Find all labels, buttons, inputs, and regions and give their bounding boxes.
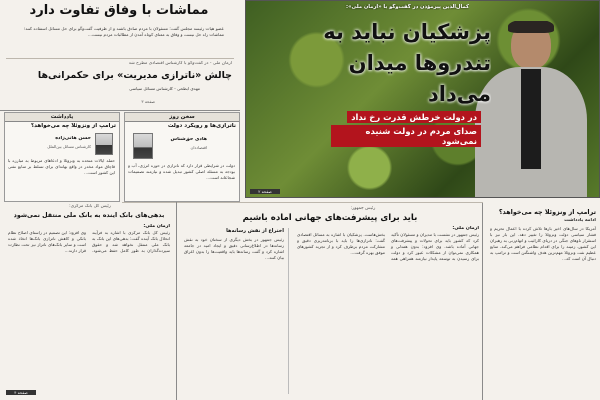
opinion-mid-title[interactable]: ناترازی‌ها و رویکرد دولت [167,123,236,129]
opinion-left-author: حسن هانی‌زاده [55,136,91,141]
opinion-box-mid [124,112,240,202]
bank-lead: آرمان ملی: [143,224,170,229]
bank-kicker: رئیس کل بانک مرکزی: [69,204,111,209]
opinion-box-left [4,112,120,202]
main-text: رئیس جمهور در نشست با مدیران و مسئولان تأکید کرد که کشور باید برای تحولات و پیشرفت‌های جهانی آماده باشد. وی افزود: بدون همدلی و همکاری نمی‌توان از مشکلات عبور کرد و دولت برای رسیدن به توسعه پایدار نیازمند همراهی همه بخش‌هاست. پزشکیان با اشاره به مسائل اقتصادی گفت: ناترازی‌ها را باید با برنامه‌ریزی دقیق و مشارکت مردم برطرف کرد و از تجربه کشورهای موفق بهره گرفت... [297,232,479,262]
page-ref-1: صفحه ۳ [141,99,155,104]
opinion-left-role: کارشناس مسائل بین‌الملل [47,144,91,149]
main-lead: آرمان ملی: [452,226,479,231]
opinion-mid-photo [133,133,153,159]
kicker-natarazi: آرمان ملی - در گفت‌وگو با کارشناس اقتصادی مطرح شد [128,61,232,66]
hero-sub-panel [331,105,481,148]
main-box-title[interactable]: اختراع از نقش رسانه‌ها [226,228,284,234]
opinion-mid-author: هادی حق‌شناس [170,137,207,142]
headline-mamashat[interactable]: مماشات با وفاق تفاوت دارد [29,3,209,18]
hero-sub-2[interactable]: صدای مردم در دولت شنیده نمی‌شود [331,125,481,147]
headline-natarazi-text: مهدی ابطحی - کارشناس مسائل سیاسی [129,86,200,91]
opinion-left-photo [95,133,113,155]
main-box-text: رئیس جمهور در بخش دیگری از سخنان خود به نقش رسانه‌ها در اطلاع‌رسانی دقیق و ایجاد امید در جامعه اشاره کرد و گفت رسانه‌ها باید واقعیت‌ها را بدون اغراق بیان کنند... [184,237,284,261]
right-col-text: آمریکا در سال‌های اخیر بارها تلاش کرده با اعمال تحریم و فشار سیاسی دولت ونزوئلا را تغییر دهد. این بار نیز با استقرار ناوهای جنگی در دریای کارائیب و اتهام‌زنی به رهبران این کشور، زمینه را برای اقدام نظامی فراهم می‌کند. منابع عظیم نفت ونزوئلا مهم‌ترین هدف واشنگتن است و ترامپ به دنبال آن است که... [490,226,596,262]
right-col-subtitle: ادامه یادداشت [564,218,596,223]
hero-sub-1[interactable]: در دولت خرطش قدرت رخ نداد [347,111,481,123]
main-kicker: رئیس جمهور: [350,206,376,211]
hero-photo[interactable] [245,0,600,198]
bank-story [4,204,174,400]
hero-page-ref: صفحه ۲ [250,189,280,194]
opinion-mid-role: اقتصاددان [190,145,207,150]
opinion-left-section: یادداشت [5,113,119,122]
opinion-left-title[interactable]: ترامپ از ونزوئلا چه می‌خواهد؟ [30,123,116,129]
hero-kicker: کمال‌الدین پیرمؤذن در گفت‌وگو با «آرمان ملی»: [346,4,469,10]
main-story [177,202,483,400]
main-headline[interactable]: باید برای پیشرفت‌های جهانی آماده باشیم [242,213,418,223]
hero-headline[interactable]: پزشکیان نباید به تندروها میدان می‌داد [323,20,491,106]
right-column [486,202,600,400]
top-left-block [0,0,240,110]
right-col-title[interactable]: ترامپ از ونزوئلا چه می‌خواهد؟ [498,208,596,216]
main-box [181,228,289,394]
bank-headline[interactable]: بدهی‌های بانک آینده به بانک ملی منتقل نمی‌شود [13,212,165,219]
headline-natarazi[interactable]: چالش «ناترازی مدیریت» برای حکمرانی‌ها [37,70,232,81]
portrait-figure [475,21,587,198]
opinion-mid-section: سخن روز [125,113,239,122]
opinion-left-text: حمله ایالات متحده به ونزوئلا و ادعاهای مربوط به مبارزه با قاچاق مواد مخدر در واقع بهانه‌ای برای تسلط بر منابع نفتی این کشور است... [8,158,115,176]
headline-mamashat-text: عضو هیات رئیسه مجلس گفت: مسئولان با مردم صادق باشند و از ظرفیت گفت‌وگو برای حل مسائل استفاده کنند؛ مماشات راه حل نیست و وفاق به معنای کوتاه آمدن از مطالبات مردم نیست... [24,26,224,38]
bank-text: رئیس کل بانک مرکزی با اشاره به فرآیند انحلال بانک آینده گفت: بدهی‌های این بانک به بانک ملی منتقل نخواهد شد و حقوق سپرده‌گذاران به طور کامل حفظ می‌شود. وی افزود: این تصمیم در راستای اصلاح نظام بانکی و کاهش ناترازی بانک‌ها اتخاذ شده است و سایر بانک‌های ناتراز نیز تحت نظارت قرار دارند... [8,230,170,254]
opinion-mid-text: دولت در شرایطی قرار دارد که ناترازی در حوزه انرژی، آب و بودجه به مسئله اصلی کشور تبدیل شده و نیازمند تصمیمات شجاعانه است... [128,163,235,181]
bank-page-ref: صفحه ۴ [6,390,36,395]
